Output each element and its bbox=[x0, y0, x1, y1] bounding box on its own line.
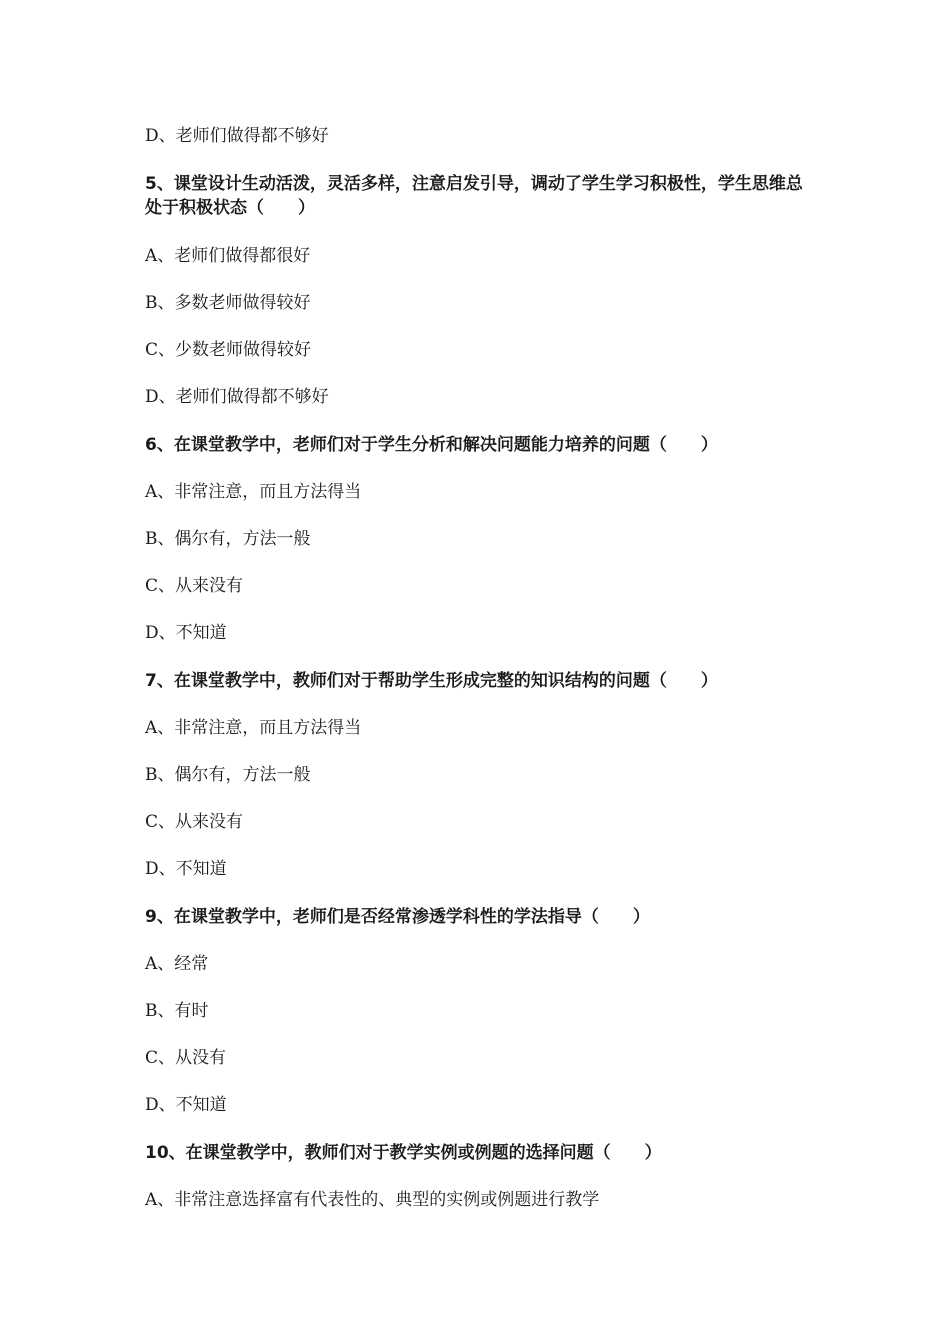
option-line: C、从没有 bbox=[145, 1048, 227, 1068]
option-line: B、多数老师做得较好 bbox=[145, 293, 311, 313]
question-10: 10、在课堂教学中，教师们对于教学实例或例题的选择问题（ ） bbox=[145, 1143, 662, 1163]
question-9: 9、在课堂教学中，老师们是否经常渗透学科性的学法指导（ ） bbox=[145, 907, 650, 927]
option-line: A、经常 bbox=[145, 954, 209, 974]
option-line: A、非常注意选择富有代表性的、典型的实例或例题进行教学 bbox=[145, 1190, 600, 1210]
option-line: B、偶尔有，方法一般 bbox=[145, 765, 311, 785]
option-line: D、不知道 bbox=[145, 859, 227, 879]
question-7: 7、在课堂教学中，教师们对于帮助学生形成完整的知识结构的问题（ ） bbox=[145, 671, 718, 691]
option-line: B、有时 bbox=[145, 1001, 209, 1021]
option-line: C、从来没有 bbox=[145, 812, 244, 832]
option-line: A、老师们做得都很好 bbox=[145, 246, 311, 266]
question-6: 6、在课堂教学中，老师们对于学生分析和解决问题能力培养的问题（ ） bbox=[145, 435, 718, 455]
question-5: 5、课堂设计生动活泼，灵活多样，注意启发引导，调动了学生学习积极性，学生思维总处于积极状态（ ） bbox=[145, 174, 803, 218]
option-line: D、不知道 bbox=[145, 1095, 227, 1115]
option-line: A、非常注意，而且方法得当 bbox=[145, 482, 362, 502]
option-line: B、偶尔有，方法一般 bbox=[145, 529, 311, 549]
option-line: A、非常注意，而且方法得当 bbox=[145, 718, 362, 738]
option-line: C、从来没有 bbox=[145, 576, 244, 596]
option-line: D、不知道 bbox=[145, 623, 227, 643]
option-line: D、老师们做得都不够好 bbox=[145, 387, 329, 407]
option-line: C、少数老师做得较好 bbox=[145, 340, 312, 360]
option-line: D、老师们做得都不够好 bbox=[145, 126, 329, 146]
